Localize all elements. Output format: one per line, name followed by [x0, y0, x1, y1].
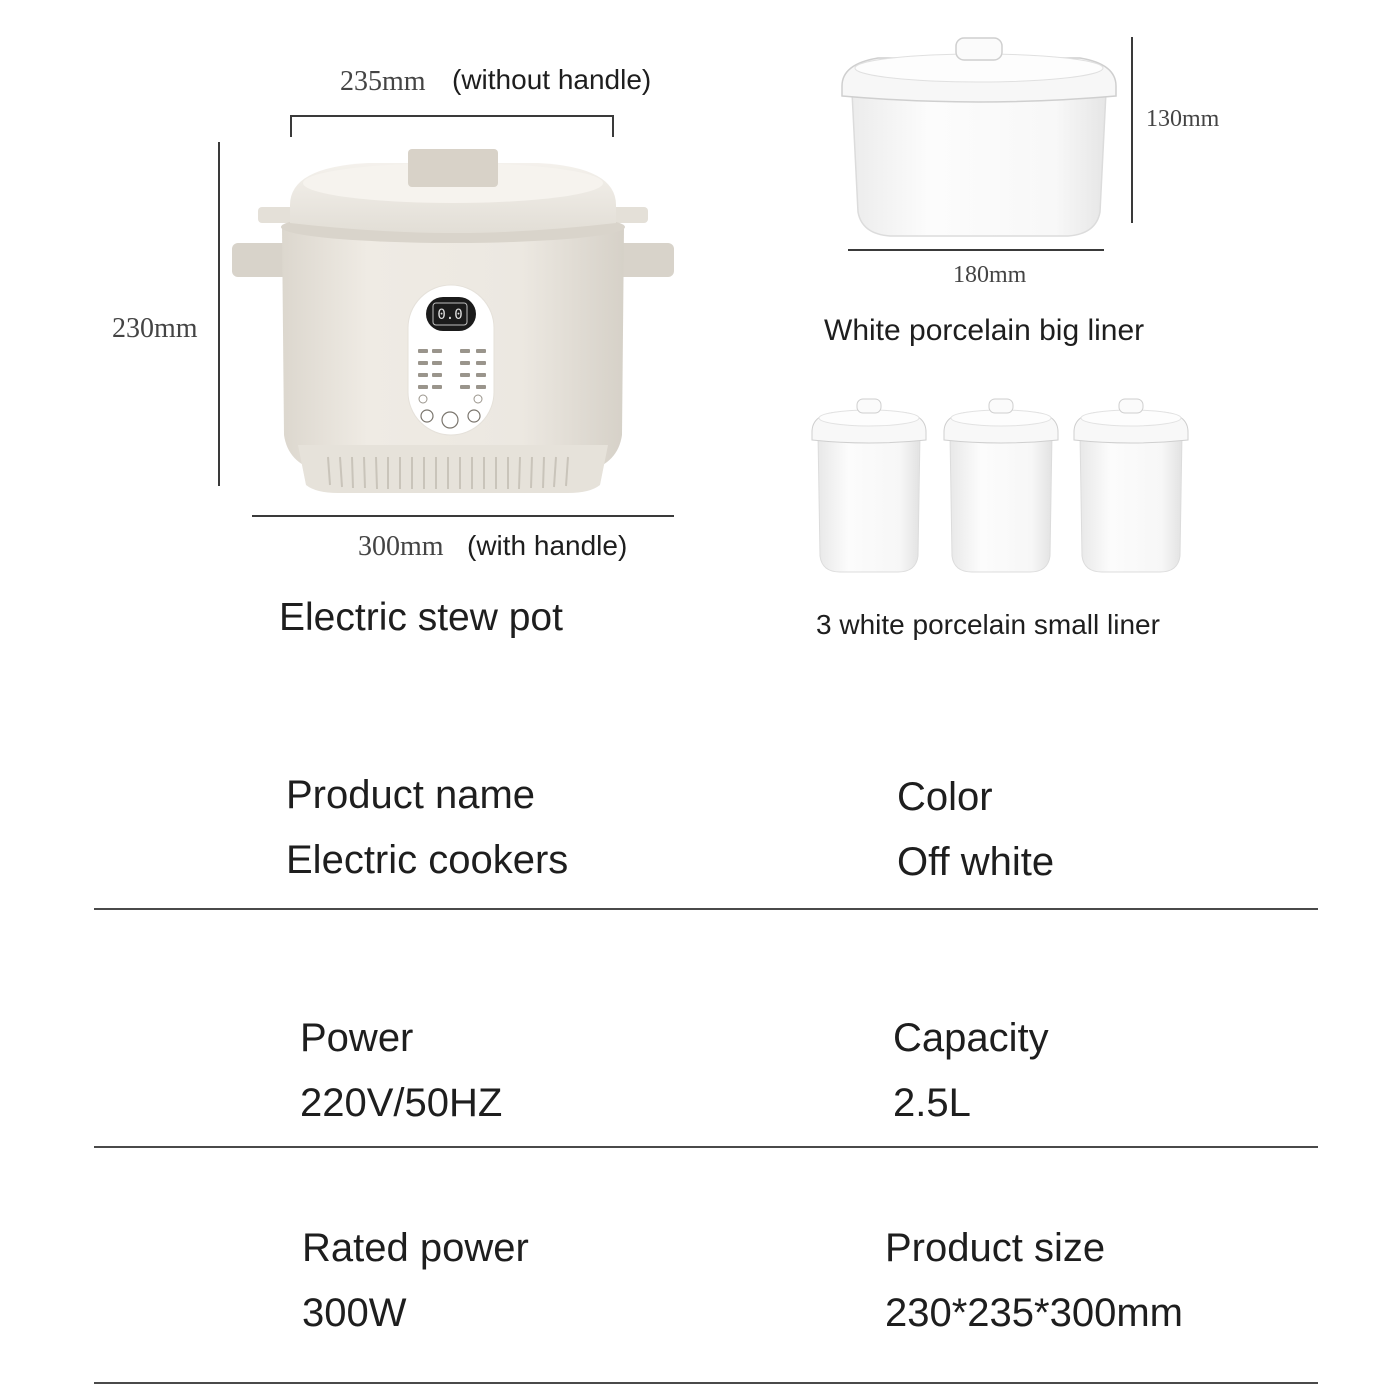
spec-label-product-size: Product size: [885, 1226, 1106, 1270]
big-liner-width-dimension-line: [848, 249, 1104, 251]
stew-pot-bottom-dimension-line: [252, 515, 674, 517]
stew-pot-top-dimension-note: (without handle): [452, 64, 652, 95]
stew-pot-caption: Electric stew pot: [279, 596, 563, 639]
big-liner-caption: White porcelain big liner: [824, 314, 1145, 347]
electric-stew-pot-image: [228, 145, 678, 497]
spec-value-product-size: 230*235*300mm: [885, 1291, 1183, 1335]
spec-value-capacity: 2.5L: [893, 1081, 971, 1125]
stew-pot-top-dimension-value: 235mm: [340, 66, 426, 97]
small-liner-1: [812, 399, 926, 572]
big-liner-height-value: 130mm: [1146, 106, 1220, 132]
spec-divider-3: [94, 1382, 1318, 1384]
big-porcelain-liner-image: [838, 34, 1120, 244]
spec-label-color: Color: [897, 775, 993, 819]
small-liner-3: [1074, 399, 1188, 572]
stew-pot-top-dimension-line: [290, 115, 614, 117]
spec-value-color: Off white: [897, 840, 1055, 884]
stew-pot-top-dimension-tick-left: [290, 115, 292, 137]
big-liner-height-dimension-line: [1131, 37, 1133, 223]
vent-slats: [328, 457, 568, 489]
small-liners-caption: 3 white porcelain small liner: [816, 609, 1160, 640]
stew-pot-bottom-dimension-note: (with handle): [467, 530, 628, 561]
spec-label-capacity: Capacity: [893, 1016, 1049, 1060]
stew-pot-bottom-dimension-value: 300mm: [358, 531, 444, 562]
spec-value-product-name: Electric cookers: [286, 838, 569, 882]
big-liner-width-value: 180mm: [953, 262, 1027, 288]
display-readout: 0.0: [437, 307, 463, 323]
spec-value-rated-power: 300W: [302, 1291, 407, 1335]
spec-label-product-name: Product name: [286, 773, 536, 817]
stew-pot-left-dimension-value: 230mm: [112, 313, 198, 344]
spec-label-rated-power: Rated power: [302, 1226, 529, 1270]
stew-pot-top-dimension-tick-right: [612, 115, 614, 137]
spec-value-power: 220V/50HZ: [300, 1081, 503, 1125]
stew-pot-left-dimension-line: [218, 142, 220, 486]
small-porcelain-liners-image: [806, 396, 1198, 576]
spec-divider-2: [94, 1146, 1318, 1148]
small-liner-2: [944, 399, 1058, 572]
spec-divider-1: [94, 908, 1318, 910]
spec-label-power: Power: [300, 1016, 414, 1060]
